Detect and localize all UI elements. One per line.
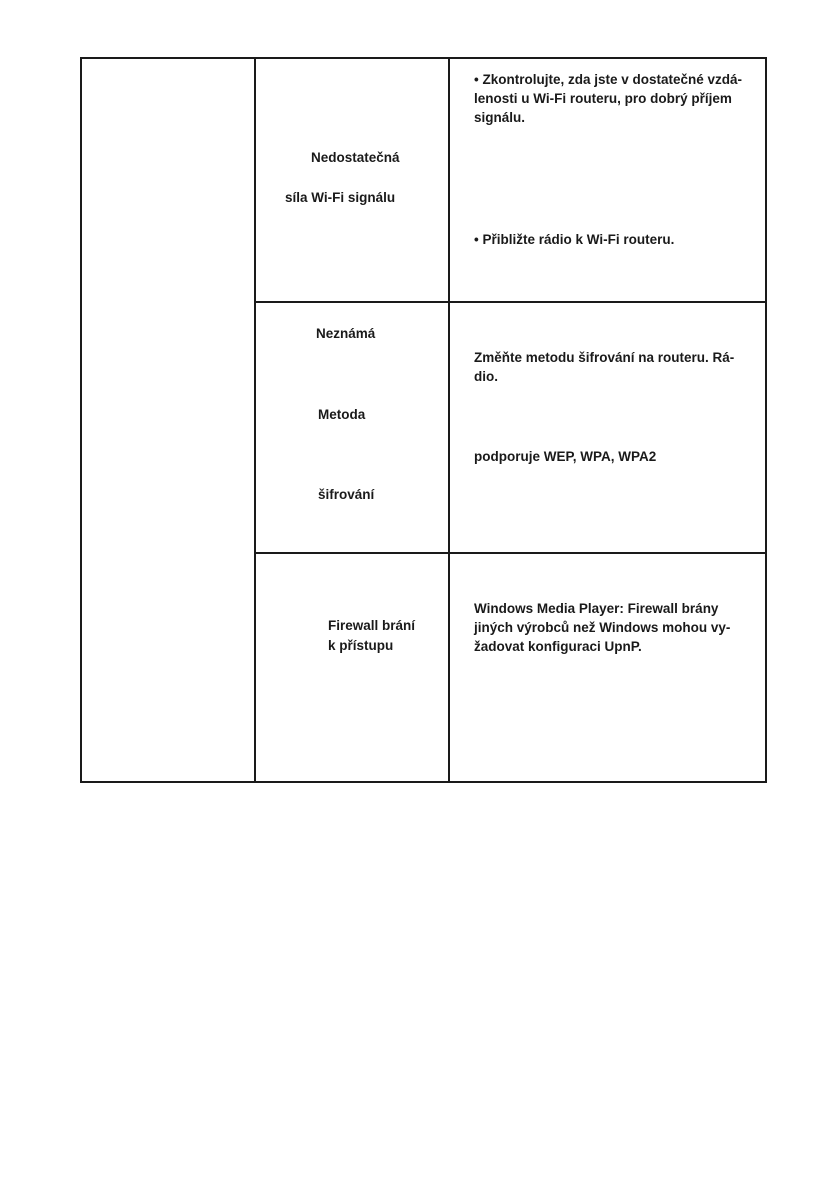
solution-text: Změňte metodu šifrování na routeru. Rá- dio. — [474, 350, 735, 384]
problem-label: šifrování — [318, 487, 375, 502]
solution-text: podporuje WEP, WPA, WPA2 — [474, 449, 657, 464]
solution-text: Windows Media Player: Firewall brány jiných výrobců než Windows mohou vy- žadovat konfiguraci UpnP. — [474, 601, 731, 654]
solution-text: • Zkontrolujte, zda jste v dostatečné vzdá- lenosti u Wi-Fi routeru, pro dobrý příjem signálu. — [474, 72, 743, 125]
row-divider — [254, 552, 765, 554]
problem-label: k přístupu — [328, 638, 394, 653]
problem-label: Metoda — [318, 407, 366, 422]
problem-label: Firewall brání — [328, 618, 416, 633]
row-divider — [254, 301, 765, 303]
problem-label: Neznámá — [316, 326, 376, 341]
column-divider — [448, 59, 450, 781]
troubleshooting-table — [80, 57, 767, 783]
problem-label: síla Wi-Fi signálu — [285, 190, 396, 205]
solution-text: • Přibližte rádio k Wi-Fi routeru. — [474, 232, 675, 247]
problem-label: Nedostatečná — [311, 150, 400, 165]
column-divider — [254, 59, 256, 781]
